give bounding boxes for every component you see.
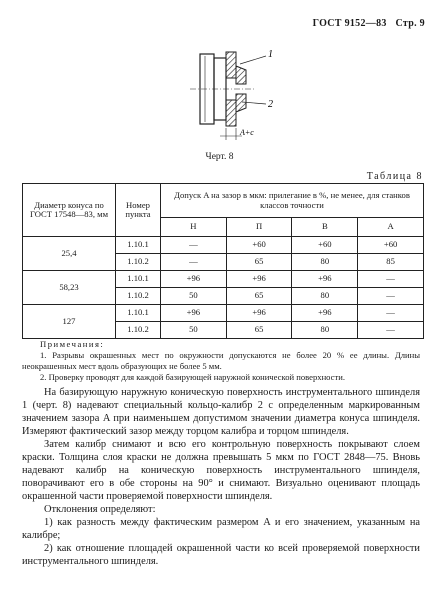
value-cell: 65 (226, 288, 292, 305)
class-a: А (358, 218, 424, 237)
figure-caption: Черт. 8 (205, 152, 234, 162)
value-cell: +60 (358, 237, 424, 254)
item-cell: 1.10.1 (116, 271, 161, 288)
table-row (23, 237, 424, 254)
paragraph: На базирующую наружную коническую поверхность инструментального шпинделя 1 (черт. 8) надевают специальный кольцо-калибр 2 с определенным маркированным значением зазора A при наименьшем допустимом значении диаметра конуса шпинделя. Измеряют фактический зазор между торцом калибра и торцом шпинделя. (22, 387, 420, 437)
diameter-cell: 127 (23, 305, 116, 339)
paragraph: 2) как отношение площадей окрашенной части ко всей проверяемой поверхности инструментального шпинделя. (22, 543, 420, 567)
class-p: П (226, 218, 292, 237)
table-caption: Таблица 8 (366, 171, 423, 182)
value-cell: +96 (292, 271, 358, 288)
standard-number: ГОСТ 9152—83 (312, 18, 387, 29)
item-cell: 1.10.2 (116, 254, 161, 271)
item-cell: 1.10.2 (116, 322, 161, 339)
label-a: A+c (240, 128, 254, 137)
value-cell: 85 (358, 254, 424, 271)
figure-drawing (180, 44, 290, 153)
class-h: Н (161, 218, 227, 237)
paragraph: Затем калибр снимают и всю его контрольную поверхность покрывают слоем краски. Толщина слоя краски не должна превышать 5 мкм по ГОСТ 2848—75. Вновь надевают калибр на коническую поверхность инструментального шпинделя, поворачивают его в обе стороны на 90° и снимают. Визуально оценивают площадь окрашенной части проверяемой поверхности шпинделя. (22, 439, 420, 502)
item-cell: 1.10.2 (116, 288, 161, 305)
value-cell: 65 (226, 322, 292, 339)
value-cell: +60 (292, 237, 358, 254)
spindle-gauge-drawing (180, 44, 290, 148)
note-1: 1. Разрывы окрашенных мест по окружности допускаются не более 20 % ее длины. Длины неокрашенных мест вдоль образующих не более 5 мм. (22, 350, 420, 371)
label-2: 2 (268, 99, 273, 110)
value-cell: +96 (161, 305, 227, 322)
value-cell: +96 (292, 305, 358, 322)
value-cell: +96 (226, 305, 292, 322)
header-tolerance: Допуск A на зазор в мкм: прилегание в %, не менее, для станков классов точности (161, 184, 424, 218)
page-header (307, 18, 425, 29)
header-diameter: Диаметр конуса по ГОСТ 17548—83, мм (23, 184, 116, 237)
value-cell: +60 (226, 237, 292, 254)
notes-title: Примечания: (40, 339, 105, 349)
paragraph: Отклонения определяют: (44, 504, 156, 515)
value-cell: — (358, 322, 424, 339)
tolerance-table (22, 183, 424, 339)
value-cell: 50 (161, 322, 227, 339)
page-number: Стр. 9 (395, 18, 425, 29)
value-cell: — (161, 237, 227, 254)
value-cell: — (358, 305, 424, 322)
header-item: Номер пункта (116, 184, 161, 237)
body-text (22, 386, 420, 568)
value-cell: +96 (161, 271, 227, 288)
item-cell: 1.10.1 (116, 305, 161, 322)
value-cell: 80 (292, 288, 358, 305)
value-cell: 80 (292, 254, 358, 271)
value-cell: — (358, 288, 424, 305)
value-cell: — (161, 254, 227, 271)
diameter-cell: 58,23 (23, 271, 116, 305)
label-1: 1 (268, 49, 273, 60)
value-cell: — (358, 271, 424, 288)
diameter-cell: 25,4 (23, 237, 116, 271)
paragraph: 1) как разность между фактическим размером A и его значением, указанным на калибре; (22, 517, 420, 541)
note-2: 2. Проверку проводят для каждой базирующей наружной конической поверхности. (40, 372, 345, 382)
notes-block (22, 339, 420, 383)
value-cell: 50 (161, 288, 227, 305)
class-v: В (292, 218, 358, 237)
table-row (23, 271, 424, 288)
item-cell: 1.10.1 (116, 237, 161, 254)
value-cell: +96 (226, 271, 292, 288)
value-cell: 65 (226, 254, 292, 271)
table-row (23, 305, 424, 322)
value-cell: 80 (292, 322, 358, 339)
